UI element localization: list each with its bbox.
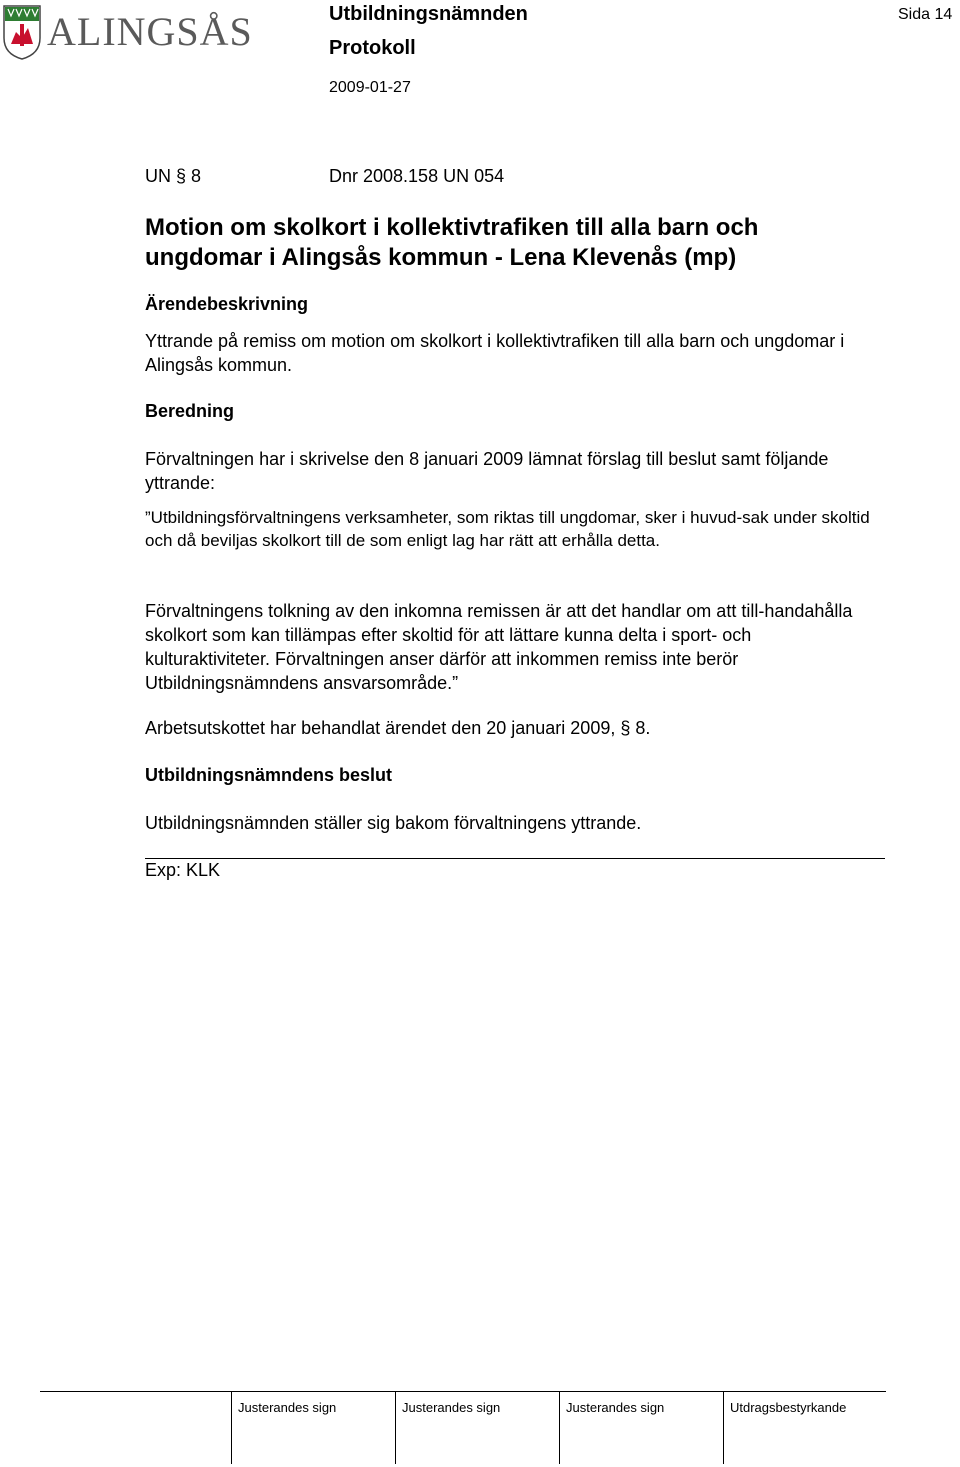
decision-text: Utbildningsnämnden ställer sig bakom förvaltningens yttrande. bbox=[145, 813, 642, 833]
footer-separator bbox=[231, 1391, 232, 1464]
coat-of-arms-icon bbox=[2, 4, 42, 60]
preparation-quote: ”Utbildningsförvaltningens verksamheter, som riktas till ungdomar, sker i huvud-sak under skoltid och då beviljas skolkort till de som enligt lag har rätt att erhålla detta. bbox=[145, 508, 870, 550]
document-type: Protokoll bbox=[329, 37, 416, 59]
page-number: Sida 14 bbox=[898, 6, 953, 23]
preparation-heading: Beredning bbox=[145, 401, 235, 421]
footer-divider bbox=[40, 1391, 886, 1392]
case-title: Motion om skolkort i kollektivtrafiken till alla barn och ungdomar i Alingsås kommun - Lena Klevenås (mp) bbox=[145, 214, 759, 271]
certification-label: Utdragsbestyrkande bbox=[730, 1400, 847, 1415]
committee-name: Utbildningsnämnden bbox=[329, 3, 528, 25]
signature-label: Justerandes sign bbox=[566, 1400, 665, 1415]
meeting-date: 2009-01-27 bbox=[329, 79, 411, 96]
footer-separator bbox=[395, 1391, 396, 1464]
signature-label: Justerandes sign bbox=[238, 1400, 337, 1415]
description-heading: Ärendebeskrivning bbox=[145, 294, 309, 314]
divider bbox=[145, 858, 885, 859]
alingsas-logo bbox=[2, 4, 258, 62]
description-text: Yttrande på remiss om motion om skolkort i kollektivtrafiken till alla barn och ungdomar i Alingsås kommun. bbox=[145, 331, 845, 375]
signature-label: Justerandes sign bbox=[402, 1400, 501, 1415]
case-paragraph-number: UN § 8 bbox=[145, 166, 202, 186]
preparation-interpretation: Förvaltningens tolkning av den inkomna remissen är att det handlar om att till-handahålla skolkort som kan tillämpas efter skoltid för att lättare kunna delta i sport- och kulturaktiviteter. Förvaltningen anser därför att inkommen remiss inte berör Utbildningsnämndens ansvarsområde.” bbox=[145, 601, 853, 693]
footer-separator bbox=[559, 1391, 560, 1464]
footer-separator bbox=[723, 1391, 724, 1464]
logo-wordmark: ALINGSÅS bbox=[47, 9, 253, 54]
decision-heading: Utbildningsnämndens beslut bbox=[145, 765, 393, 785]
committee-note: Arbetsutskottet har behandlat ärendet den 20 januari 2009, § 8. bbox=[145, 718, 651, 738]
expedition-note: Exp: KLK bbox=[145, 860, 221, 880]
preparation-intro: Förvaltningen har i skrivelse den 8 januari 2009 lämnat förslag till beslut samt följande yttrande: bbox=[145, 449, 829, 493]
case-reference-number: Dnr 2008.158 UN 054 bbox=[329, 166, 505, 186]
